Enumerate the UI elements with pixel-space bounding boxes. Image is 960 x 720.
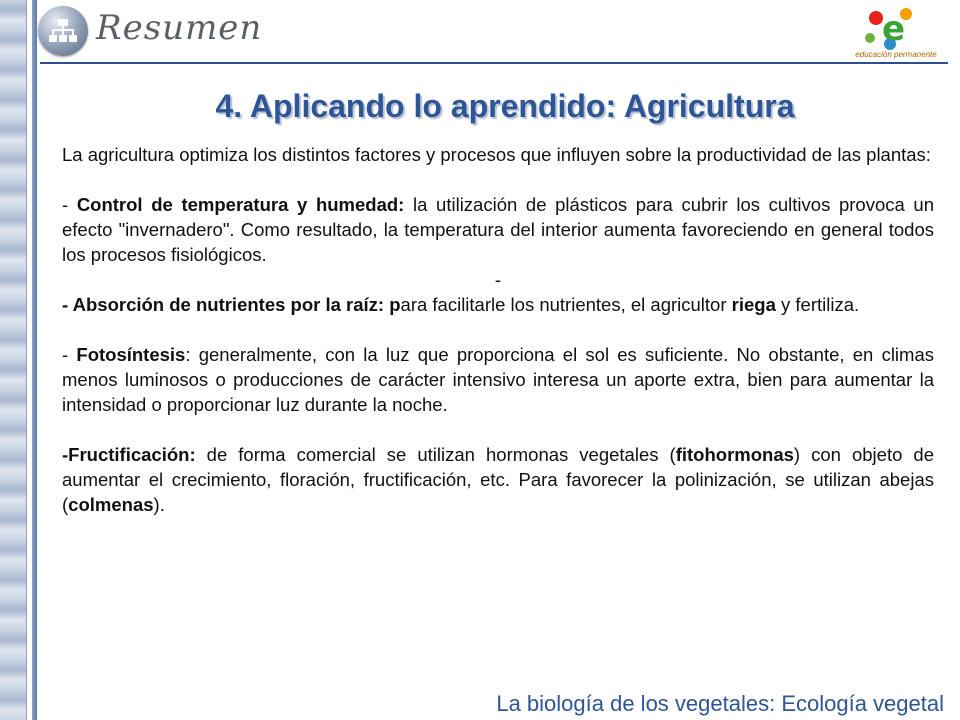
item-prefix: - [62,344,77,365]
header-divider [40,62,948,64]
item-highlight: fitohormonas [675,444,794,465]
slide-body [62,142,934,517]
item-heading: Control de temperatura y humedad: [76,194,405,215]
item-heading: Fotosíntesis [76,344,186,365]
item-text: ara facilitarle los nutrientes, el agricultor [400,294,732,315]
intro-paragraph: La agricultura optimiza los distintos factores y procesos que influyen sobre la productividad de las plantas: [62,144,931,165]
item-fructification [62,442,934,517]
item-text: y fertiliza. [775,294,860,315]
item-highlight: colmenas [68,494,154,515]
item-heading: - Absorción de nutrientes por la raíz: p [62,294,401,315]
item-photosynthesis [62,342,934,417]
educacion-permanente-logo [862,4,922,50]
logo-caption: educación permanente [855,50,937,59]
separator-dash: - [494,269,502,290]
item-text: : generalmente, con la luz que proporciona el sol es suficiente. No obstante, en climas menos luminosos o producciones de carácter intensivo interesa un aporte extra, bien para aumentar la intensidad o proporcionar luz durante la noche. [62,344,934,415]
footer-text: La biología de los vegetales: Ecología vegetal [496,691,944,716]
left-border-line [32,0,37,720]
slide-title: 4. Aplicando lo aprendido: Agricultura [215,88,795,124]
item-nutrients [62,292,934,317]
item-highlight: riega [731,294,776,315]
item-text: ). [153,494,165,515]
item-text: ) con objeto de aumentar el crecimiento, floración, fructificación, etc. Para favorecer la polinización, se utilizan abejas ( [62,444,934,515]
item-prefix: - [62,194,77,215]
left-decorative-strip [0,0,27,720]
item-temperature [62,192,934,267]
section-label: Resumen [96,8,263,48]
item-text: de forma comercial se utilizan hormonas vegetales ( [195,444,676,465]
svg-text:e: e [882,9,906,49]
hierarchy-icon [38,6,88,56]
item-text: la utilización de plásticos para cubrir los cultivos provoca un efecto "invernadero". Como resultado, la temperatura del interior aumenta favoreciendo en general todos los procesos fisiológicos. [62,194,935,265]
item-heading: -Fructificación: [62,444,196,465]
